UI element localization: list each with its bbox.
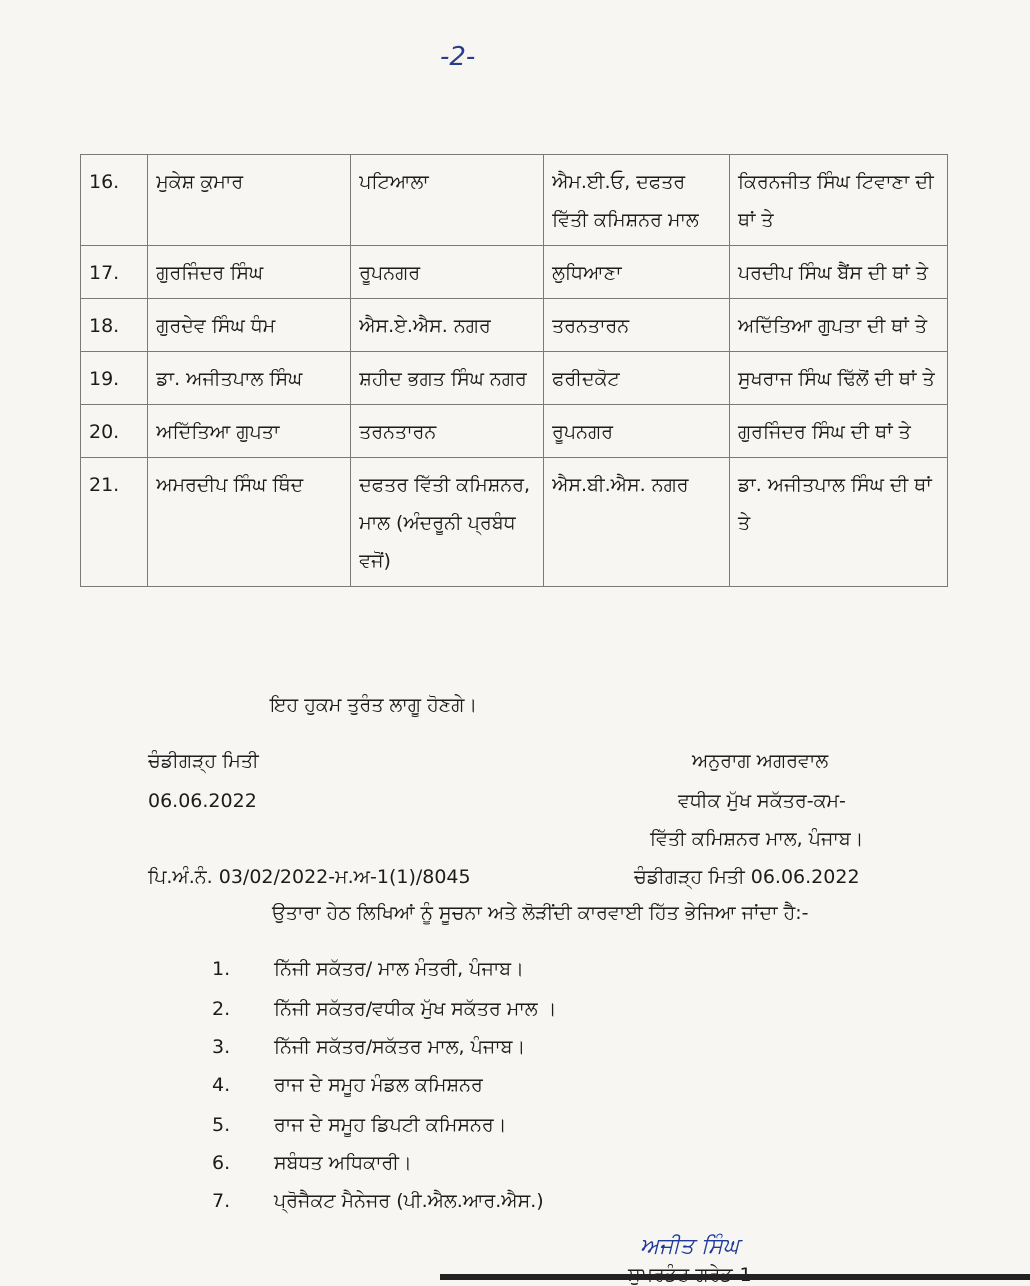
cell-from: ਰੂਪਨਗਰ (351, 246, 544, 299)
recipient-number: 4. (212, 1074, 231, 1096)
cell-to: ਲੁਧਿਆਣਾ (544, 246, 730, 299)
transfer-table-body (81, 155, 948, 587)
recipient-text: ਰਾਜ ਦੇ ਸਮੂਹ ਮੰਡਲ ਕਮਿਸ਼ਨਰ (274, 1074, 483, 1096)
cell-place: ਕਿਰਨਜੀਤ ਸਿੰਘ ਟਿਵਾਣਾ ਦੀ ਥਾਂ ਤੇ (729, 155, 947, 246)
handwritten-signature: ਅਜੀਤ ਸਿੰਘ (640, 1234, 740, 1259)
recipient-text: ਸਬੰਧਤ ਅਧਿਕਾਰੀ। (274, 1152, 412, 1174)
recipient-text: ਨਿੱਜੀ ਸਕੱਤਰ/ਵਧੀਕ ਮੁੱਖ ਸਕੱਤਰ ਮਾਲ । (274, 998, 557, 1020)
cell-place: ਪਰਦੀਪ ਸਿੰਘ ਬੈਂਸ ਦੀ ਥਾਂ ਤੇ (729, 246, 947, 299)
cell-num: 20. (81, 405, 148, 458)
cell-place: ਅਦਿੱਤਿਆ ਗੁਪਤਾ ਦੀ ਥਾਂ ਤੇ (729, 299, 947, 352)
table-row (81, 405, 948, 458)
cell-to: ਐਸ.ਬੀ.ਐਸ. ਨਗਰ (544, 458, 730, 587)
page-edge (440, 1274, 1030, 1280)
table-row (81, 352, 948, 405)
cell-from: ਸ਼ਹੀਦ ਭਗਤ ਸਿੰਘ ਨਗਰ (351, 352, 544, 405)
copy-line: ਉਤਾਰਾ ਹੇਠ ਲਿਖਿਆਂ ਨੂੰ ਸੂਚਨਾ ਅਤੇ ਲੋੜੀਂਦੀ ਕਾਰਵਾਈ ਹਿੱਤ ਭੇਜਿਆ ਜਾਂਦਾ ਹੈ:- (272, 902, 809, 924)
table-row (81, 299, 948, 352)
cell-from: ਦਫਤਰ ਵਿੱਤੀ ਕਮਿਸ਼ਨਰ, ਮਾਲ (ਅੰਦਰੂਨੀ ਪ੍ਰਬੰਧ ਵਜੋਂ) (351, 458, 544, 587)
recipient-text: ਨਿੱਜੀ ਸਕੱਤਰ/ ਮਾਲ ਮੰਤਰੀ, ਪੰਜਾਬ। (274, 958, 524, 980)
cell-name: ਗੁਰਜਿੰਦਰ ਸਿੰਘ (148, 246, 351, 299)
recipient-number: 6. (212, 1152, 231, 1174)
cell-to: ਤਰਨਤਾਰਨ (544, 299, 730, 352)
recipient-number: 2. (212, 998, 231, 1020)
recipient-number: 7. (212, 1190, 231, 1212)
cell-name: ਗੁਰਦੇਵ ਸਿੰਘ ਧੰਮ (148, 299, 351, 352)
table-row (81, 246, 948, 299)
order-date: 06.06.2022 (148, 790, 257, 812)
signatory-name: ਅਨੁਰਾਗ ਅਗਰਵਾਲ (692, 750, 829, 772)
cell-name: ਡਾ. ਅਜੀਤਪਾਲ ਸਿੰਘ (148, 352, 351, 405)
cell-name: ਅਦਿੱਤਿਆ ਗੁਪਤਾ (148, 405, 351, 458)
cell-name: ਮੁਕੇਸ਼ ਕੁਮਾਰ (148, 155, 351, 246)
cell-place: ਸੁਖਰਾਜ ਸਿੰਘ ਢਿੱਲੋਂ ਦੀ ਥਾਂ ਤੇ (729, 352, 947, 405)
cell-place: ਗੁਰਜਿੰਦਰ ਸਿੰਘ ਦੀ ਥਾਂ ਤੇ (729, 405, 947, 458)
recipient-number: 3. (212, 1036, 231, 1058)
cell-num: 19. (81, 352, 148, 405)
cell-to: ਐਮ.ਈ.ਓ, ਦਫਤਰ ਵਿੱਤੀ ਕਮਿਸ਼ਨਰ ਮਾਲ (544, 155, 730, 246)
recipient-text: ਪ੍ਰੋਜੈਕਟ ਮੈਨੇਜਰ (ਪੀ.ਐਲ.ਆਰ.ਐਸ.) (274, 1190, 544, 1212)
table-row (81, 155, 948, 246)
cell-to: ਫਰੀਦਕੋਟ (544, 352, 730, 405)
cell-from: ਤਰਨਤਾਰਨ (351, 405, 544, 458)
page-number: -2- (440, 42, 476, 72)
cell-from: ਐਸ.ਏ.ਐਸ. ਨਗਰ (351, 299, 544, 352)
cell-num: 16. (81, 155, 148, 246)
cell-place: ਡਾ. ਅਜੀਤਪਾਲ ਸਿੰਘ ਦੀ ਥਾਂ ਤੇ (729, 458, 947, 587)
recipient-number: 1. (212, 958, 231, 980)
signatory-designation-1: ਵਧੀਕ ਮੁੱਖ ਸਕੱਤਰ-ਕਮ- (678, 790, 846, 812)
signatory-designation-2: ਵਿੱਤੀ ਕਮਿਸ਼ਨਰ ਮਾਲ, ਪੰਜਾਬ। (650, 828, 864, 850)
transfer-table (80, 154, 948, 587)
recipient-number: 5. (212, 1114, 231, 1136)
endorsement-number: ਪਿ.ਅੰ.ਨੰ. 03/02/2022-ਮ.ਅ-1(1)/8045 (148, 866, 471, 888)
cell-from: ਪਟਿਆਲਾ (351, 155, 544, 246)
table-row (81, 458, 948, 587)
recipient-text: ਨਿੱਜੀ ਸਕੱਤਰ/ਸਕੱਤਰ ਮਾਲ, ਪੰਜਾਬ। (274, 1036, 526, 1058)
place-date-label: ਚੰਡੀਗੜ੍ਹ ਮਿਤੀ (148, 750, 259, 772)
cell-num: 17. (81, 246, 148, 299)
cell-name: ਅਮਰਦੀਪ ਸਿੰਘ ਥਿੰਦ (148, 458, 351, 587)
cell-to: ਰੂਪਨਗਰ (544, 405, 730, 458)
endorsement-place-date: ਚੰਡੀਗੜ੍ਹ ਮਿਤੀ 06.06.2022 (634, 866, 860, 888)
recipient-text: ਰਾਜ ਦੇ ਸਮੂਹ ਡਿਪਟੀ ਕਮਿਸਨਰ। (274, 1114, 507, 1136)
cell-num: 21. (81, 458, 148, 587)
order-text: ਇਹ ਹੁਕਮ ਤੁਰੰਤ ਲਾਗੂ ਹੋਣਗੇ। (270, 694, 478, 716)
cell-num: 18. (81, 299, 148, 352)
